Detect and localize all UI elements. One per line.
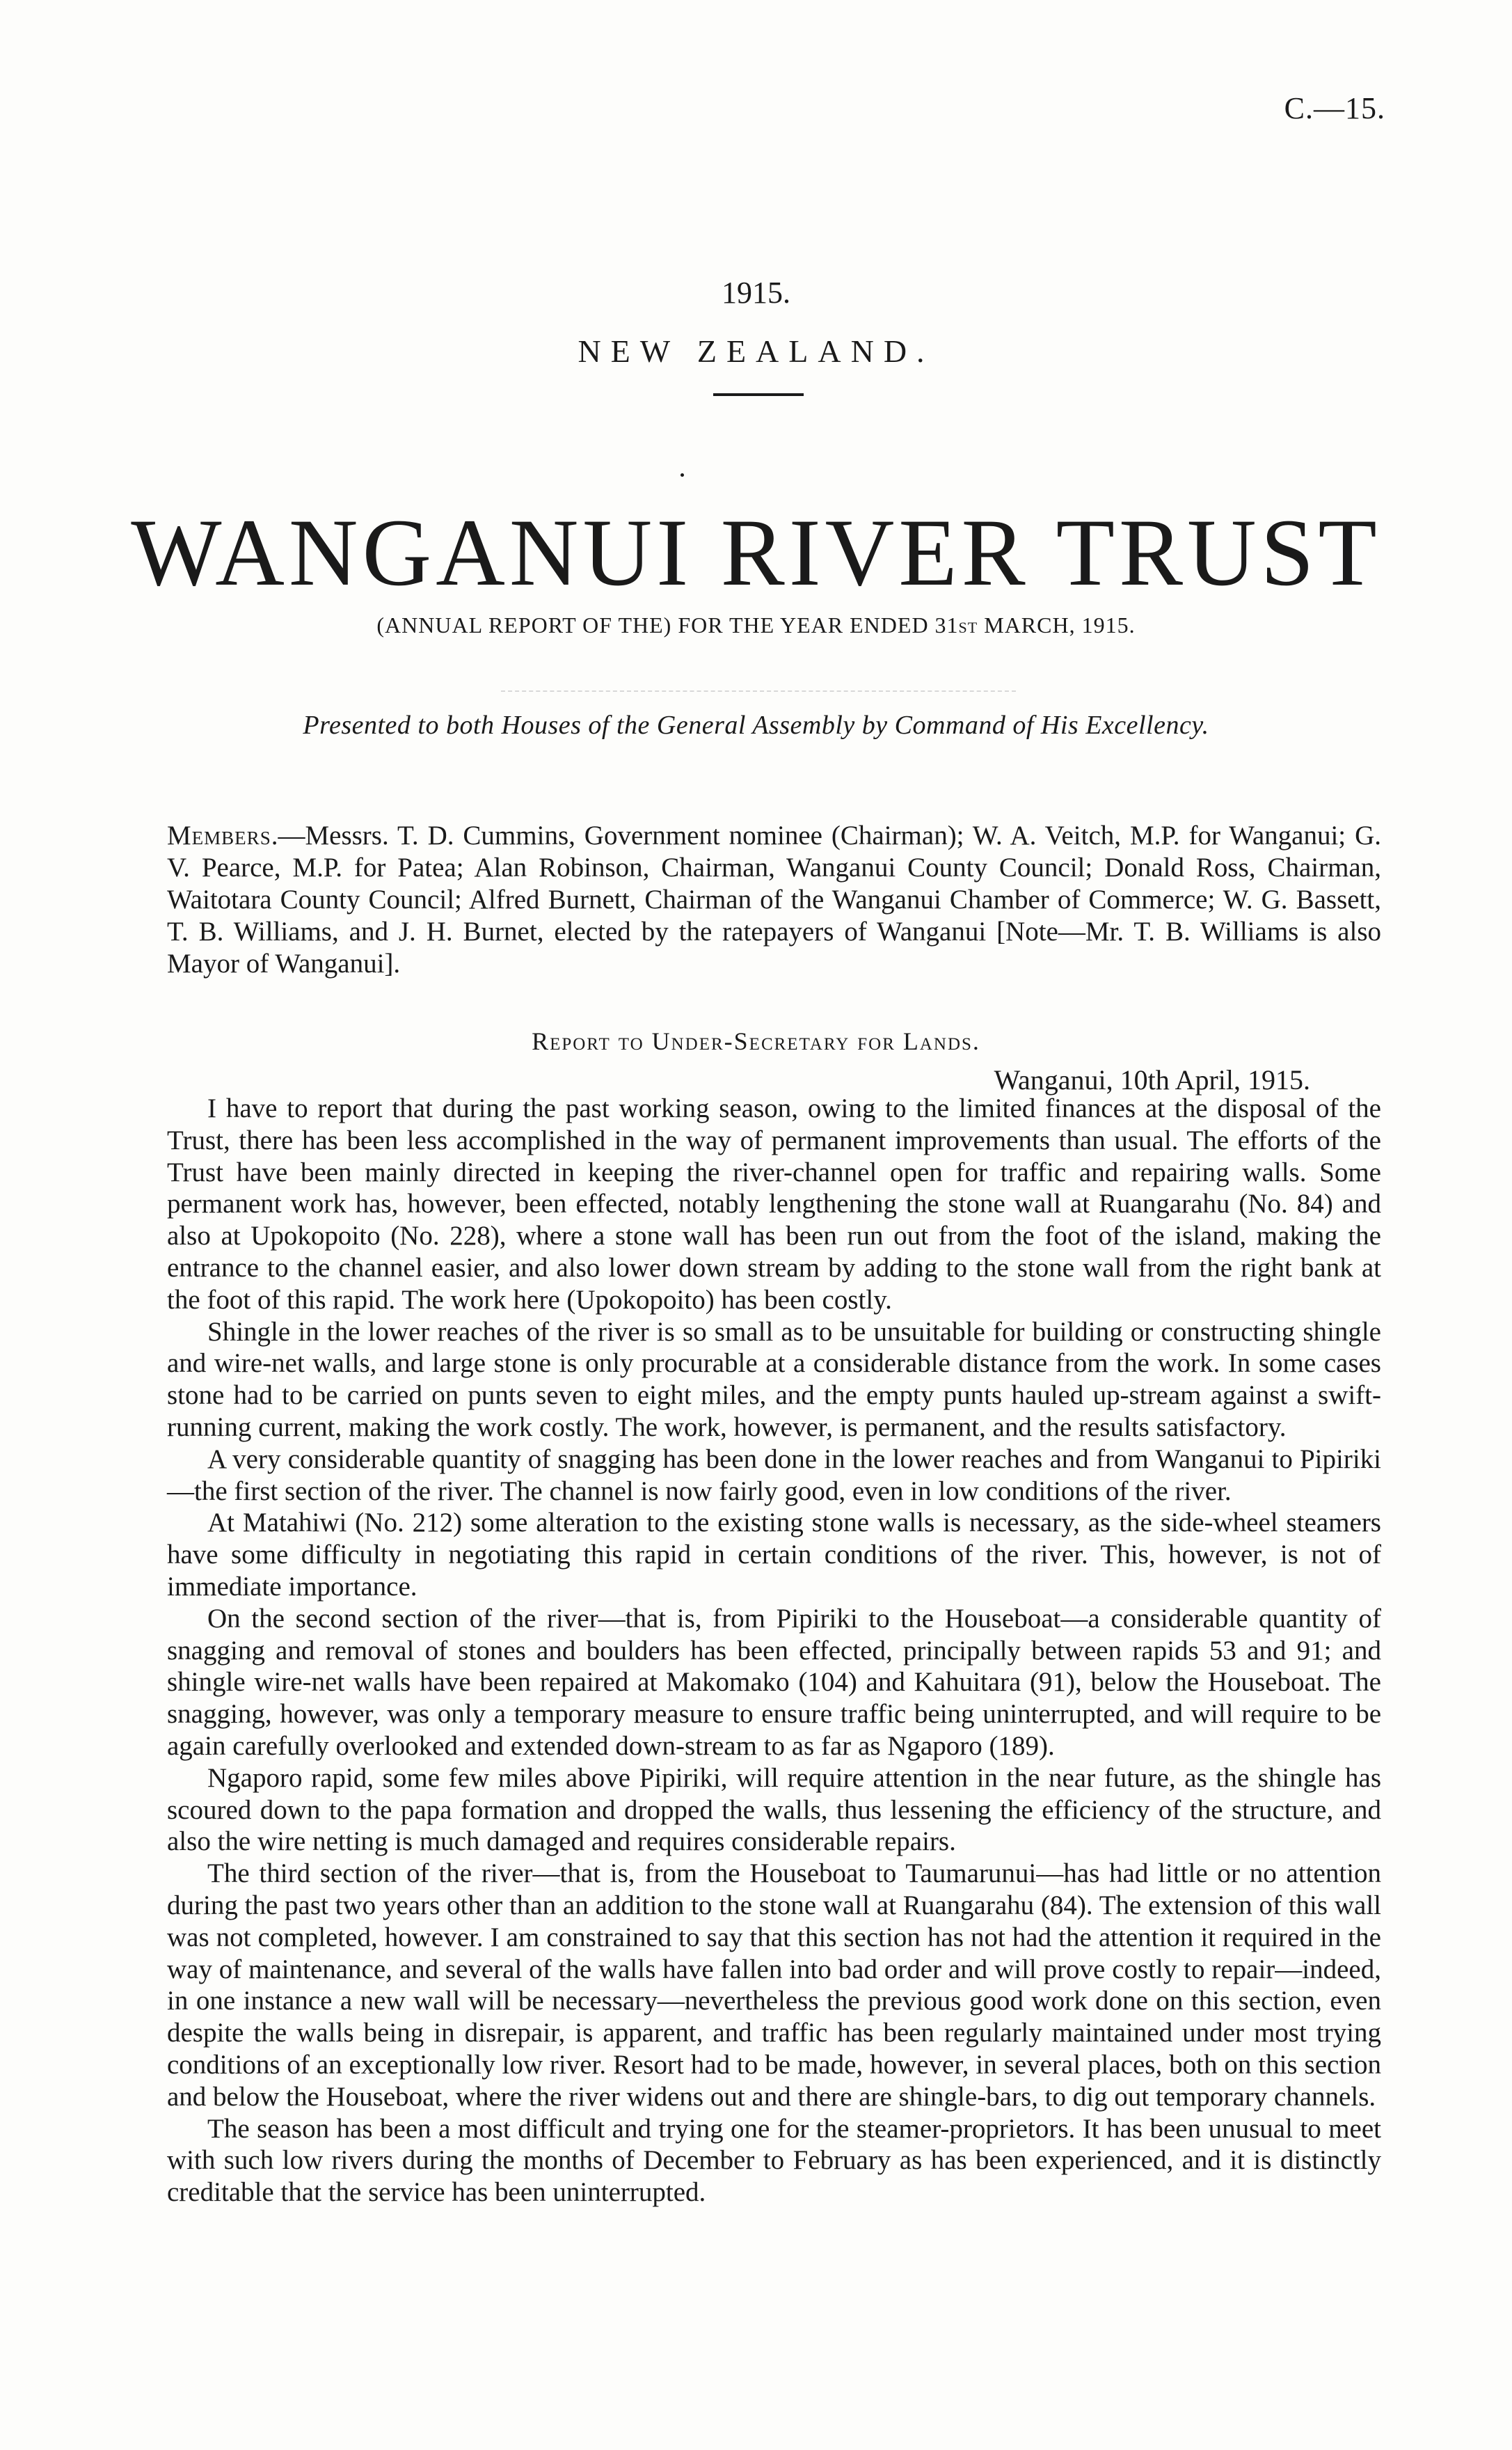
members-text: .—Messrs. T. D. Cummins, Government nominee (Chairman); W. A. Veitch, M.P. for Wanganui; G. V. Pearce, M.P. for Patea; Alan Robinson, Chairman, Wanganui County Council; Donald Ross, Chairman, Waitotara County Council; Alfred Burnett, Chairman of the Wanganui Chamber of Commerce; W. G. Bassett, T. B. Williams, and J. H. Burnet, elected by the ratepayers of Wanganui [Note—Mr. T. B. Williams is also Mayor of Wanganui]. (167, 821, 1381, 979)
report-dateline: Wanganui, 10th April, 1915. (994, 1064, 1310, 1096)
short-divider (713, 393, 804, 396)
publication-year: 1915. (722, 276, 790, 310)
presented-line: Presented to both Houses of the General Assembly by Command of His Excellency. (303, 711, 1209, 740)
subtitle-suffix: MARCH, 1915. (978, 612, 1136, 638)
members-paragraph (167, 820, 1381, 980)
report-paragraph: On the second section of the river—that is, from Pipiriki to the Houseboat—a considerable quantity of snagging and removal of stones and boulders has been effected, principally between rapids 53 and 91; and shingle wire-net walls have been repaired at Makomako (104) and Kahuitara (91), below the Houseboat. The snagging, however, was only a temporary measure to ensure traffic being uninterrupted, and will require to be again carefully overlooked and extended down-stream to as far as Ngaporo (189). (167, 1603, 1381, 1761)
report-paragraph: At Matahiwi (No. 212) some alteration to the existing stone walls is necessary, as the side-wheel steamers have some difficulty in negotiating this rapid in certain conditions of the river. This, however, is not of immediate importance. (167, 1508, 1381, 1602)
report-paragraph: The season has been a most difficult and trying one for the steamer-proprietors. It has been unusual to meet with such low rivers during the months of December to February as has been experienced, and it is distinctly creditable that the service has been uninterrupted. (167, 2113, 1381, 2208)
report-paragraph: A very considerable quantity of snagging has been done in the lower reaches and from Wanganui to Pipiriki—the first section of the river. The channel is now fairly good, even in low conditions of the river. (167, 1444, 1381, 1506)
printer-dot (681, 473, 684, 477)
subtitle-prefix: (ANNUAL REPORT OF THE) FOR THE YEAR ENDED 31 (376, 612, 959, 638)
page-reference: C.—15. (1284, 91, 1385, 125)
document-subtitle (0, 612, 1512, 638)
subtitle-ordinal-suffix: ST (958, 619, 978, 636)
report-paragraph: The third section of the river—that is, from the Houseboat to Taumarunui—has had little or no attention during the past two years other than an addition to the stone wall at Ruangarahu (84). The extension of this wall was not completed, however. I am constrained to say that this section has not had the attention it required in the way of maintenance, and several of the walls have fallen into bad order and will prove costly to repair—indeed, in one instance a new wall will be necessary—nevertheless the previous good work done on this section, even despite the walls being in disrepair, is apparent, and traffic has been regularly maintained under most trying conditions of an exceptionally low river. Resort had to be made, however, in several places, both on this section and below the Houseboat, where the river widens out and there are shingle-bars, to dig out temporary channels. (167, 1858, 1381, 2112)
faint-divider (501, 690, 1016, 693)
members-label: Members (167, 821, 271, 851)
report-paragraph: I have to report that during the past working season, owing to the limited finances at the disposal of the Trust, there has been less accomplished in the way of permanent improvements than usual. The efforts of the Trust have been mainly directed in keeping the river-channel open for traffic and repairing walls. Some permanent work has, however, been effected, notably lengthening the stone wall at Ruangarahu (No. 84) and also at Upokopoito (No. 228), where a stone wall has been run out from the foot of the island, making the entrance to the channel easier, and also lower down stream by adding to the stone wall from the right bank at the foot of this rapid. The work here (Upokopoito) has been costly. (167, 1093, 1381, 1315)
report-heading: Report to Under-Secretary for Lands. (532, 1027, 980, 1055)
report-paragraph: Shingle in the lower reaches of the river is so small as to be unsuitable for building or constructing shingle and wire-net walls, and large stone is only procurable at a considerable distance from the work. In some cases stone had to be carried on punts seven to eight miles, and the empty punts hauled up-stream against a swift-running current, making the work costly. The work, however, is permanent, and the results satisfactory. (167, 1316, 1381, 1442)
country-heading: NEW ZEALAND. (578, 333, 934, 369)
report-paragraph: Ngaporo rapid, some few miles above Pipiriki, will require attention in the near future, as the shingle has scoured down to the papa formation and dropped the walls, thus lessening the efficiency of the structure, and also the wire netting is much damaged and requires considerable repairs. (167, 1762, 1381, 1857)
report-body (167, 1093, 1381, 2208)
document-title: WANGANUI RIVER TRUST (131, 499, 1381, 606)
